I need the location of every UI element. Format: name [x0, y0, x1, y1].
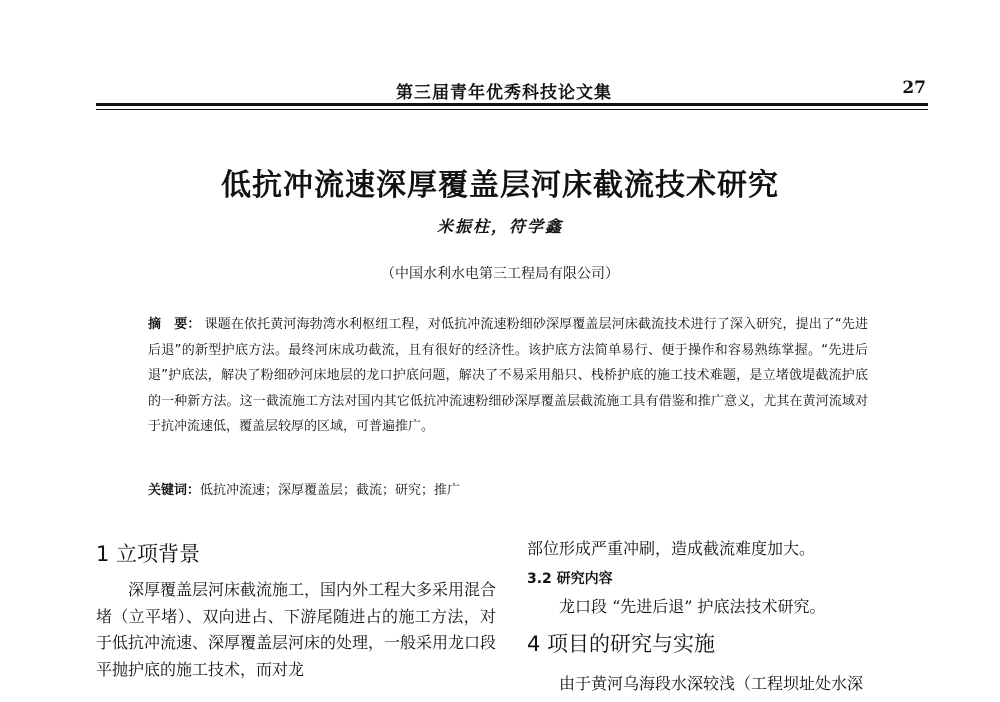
article-authors: 米振柱，符学鑫	[436, 217, 563, 236]
right-column	[527, 536, 927, 698]
article-title: 低抗冲流速深厚覆盖层河床截流技术研究	[221, 168, 779, 203]
keywords	[148, 479, 868, 498]
subsection-heading-3-2: 3.2 研究内容	[527, 570, 613, 587]
page-number: 27	[902, 78, 926, 98]
header-rule-thick	[96, 103, 928, 106]
continuation-text: 部位形成严重冲刷，造成截流难度加大。	[527, 539, 816, 558]
subsection-3-2-text: 龙口段 “先进后退” 护底法技术研究。	[559, 596, 826, 616]
keywords-text: 低抗冲流速；深厚覆盖层；截流；研究；推广	[200, 483, 461, 498]
section-heading-4: 4 项目的研究与实施	[527, 632, 716, 657]
section-1-paragraph: 深厚覆盖层河床截流施工，国内外工程大多采用混合堵（立平堵）、双向进占、下游尾随进占的施工方法，对于低抗冲流速、深厚覆盖层河床的处理，一般采用龙口段平抛护底的施工技术，而对龙	[96, 580, 497, 679]
abstract-label: 摘 要：	[148, 317, 201, 332]
header-rule-thin	[96, 109, 928, 110]
article-affiliation: （中国水利水电第三工程局有限公司）	[381, 266, 619, 282]
journal-title: 第三届青年优秀科技论文集	[396, 83, 612, 103]
keywords-label: 关键词：	[148, 483, 201, 498]
left-column	[96, 539, 496, 683]
abstract-text: 课题在依托黄河海勃湾水利枢纽工程，对低抗冲流速粉细砂深厚覆盖层河床截流技术进行了深入研究，提出了“先进后退”的新型护底方法。最终河床成功截流，且有很好的经济性。该护底方法简单易行、便于操作和容易熟练掌握。“先进后退”护底法，解决了粉细砂河床地层的龙口护底问题，解决了不易采用船只、栈桥护底的施工技术难题，是立堵戗堤截流护底的一种新方法。这一截流施工方法对国内其它低抗冲流速粉细砂深厚覆盖层截流施工具有借鉴和推广意义，尤其在黄河流域对于抗冲流速低，覆盖层较厚的区域，可普遍推广。	[148, 317, 868, 435]
section-heading-1: 1 立项背景	[96, 542, 201, 566]
running-header	[96, 78, 928, 104]
section-4-paragraph: 由于黄河乌海段水深较浅（工程坝址处水深	[559, 674, 864, 694]
abstract	[148, 312, 868, 440]
